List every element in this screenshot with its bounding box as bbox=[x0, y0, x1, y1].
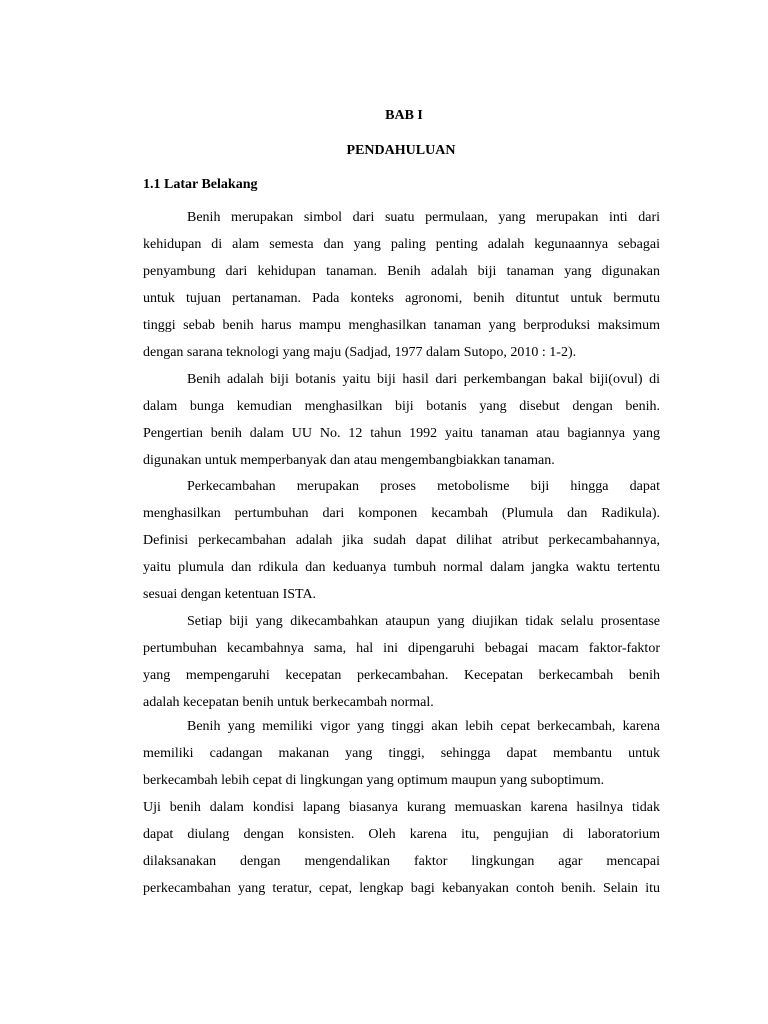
paragraph-line: untuk tujuan pertanaman. Pada konteks agronomi, benih dituntut untuk bermutu bbox=[143, 291, 660, 306]
paragraph-line: Benih yang memiliki vigor yang tinggi akan lebih cepat berkecambah, karena bbox=[187, 719, 660, 734]
paragraph-line: Pengertian benih dalam UU No. 12 tahun 1992 yaitu tanaman atau bagiannya yang bbox=[143, 426, 660, 441]
paragraph-line: yaitu plumula dan rdikula dan keduanya tumbuh normal dalam jangka waktu tertentu bbox=[143, 560, 660, 575]
paragraph-line: perkecambahan yang teratur, cepat, lengkap bagi kebanyakan contoh benih. Selain itu bbox=[143, 881, 660, 896]
section-heading: 1.1 Latar Belakang bbox=[143, 177, 258, 192]
paragraph-line: Definisi perkecambahan adalah jika sudah dapat dilihat atribut perkecambahannya, bbox=[143, 533, 660, 548]
paragraph-line: sesuai dengan ketentuan ISTA. bbox=[143, 587, 317, 602]
paragraph-line: dapat diulang dengan konsisten. Oleh karena itu, pengujian di laboratorium bbox=[143, 827, 660, 842]
paragraph-line: berkecambah lebih cepat di lingkungan yang optimum maupun yang suboptimum. bbox=[143, 773, 605, 788]
paragraph-line: dilaksanakan dengan mengendalikan faktor lingkungan agar mencapai bbox=[143, 854, 660, 869]
paragraph-line: memiliki cadangan makanan yang tinggi, sehingga dapat membantu untuk bbox=[143, 746, 660, 761]
paragraph-line: adalah kecepatan benih untuk berkecambah normal. bbox=[143, 695, 434, 710]
paragraph-line: pertumbuhan kecambahnya sama, hal ini dipengaruhi bebagai macam faktor-faktor bbox=[143, 641, 660, 656]
chapter-title: PENDAHULUAN bbox=[346, 143, 456, 158]
paragraph-line: Perkecambahan merupakan proses metobolisme biji hingga dapat bbox=[187, 479, 660, 494]
paragraph-line: dengan sarana teknologi yang maju (Sadjad, 1977 dalam Sutopo, 2010 : 1-2). bbox=[143, 345, 577, 360]
paragraph-line: Benih merupakan simbol dari suatu permulaan, yang merupakan inti dari bbox=[187, 210, 660, 225]
paragraph-line: dalam bunga kemudian menghasilkan biji botanis yang disebut dengan benih. bbox=[143, 399, 660, 414]
paragraph-line: Benih adalah biji botanis yaitu biji hasil dari perkembangan bakal biji(ovul) di bbox=[187, 372, 660, 387]
paragraph-line: digunakan untuk memperbanyak dan atau mengembangbiakkan tanaman. bbox=[143, 453, 555, 468]
paragraph-line: Setiap biji yang dikecambahkan ataupun yang diujikan tidak selalu prosentase bbox=[187, 614, 660, 629]
chapter-number: BAB I bbox=[385, 108, 423, 123]
paragraph-line: Uji benih dalam kondisi lapang biasanya kurang memuaskan karena hasilnya tidak bbox=[143, 800, 660, 815]
paragraph-line: penyambung dari kehidupan tanaman. Benih adalah biji tanaman yang digunakan bbox=[143, 264, 660, 279]
paragraph-line: kehidupan di alam semesta dan yang paling penting adalah kegunaannya sebagai bbox=[143, 237, 660, 252]
paragraph-line: menghasilkan pertumbuhan dari komponen kecambah (Plumula dan Radikula). bbox=[143, 506, 660, 521]
paragraph-line: yang mempengaruhi kecepatan perkecambahan. Kecepatan berkecambah benih bbox=[143, 668, 660, 683]
paragraph-line: tinggi sebab benih harus mampu menghasilkan tanaman yang berproduksi maksimum bbox=[143, 318, 660, 333]
